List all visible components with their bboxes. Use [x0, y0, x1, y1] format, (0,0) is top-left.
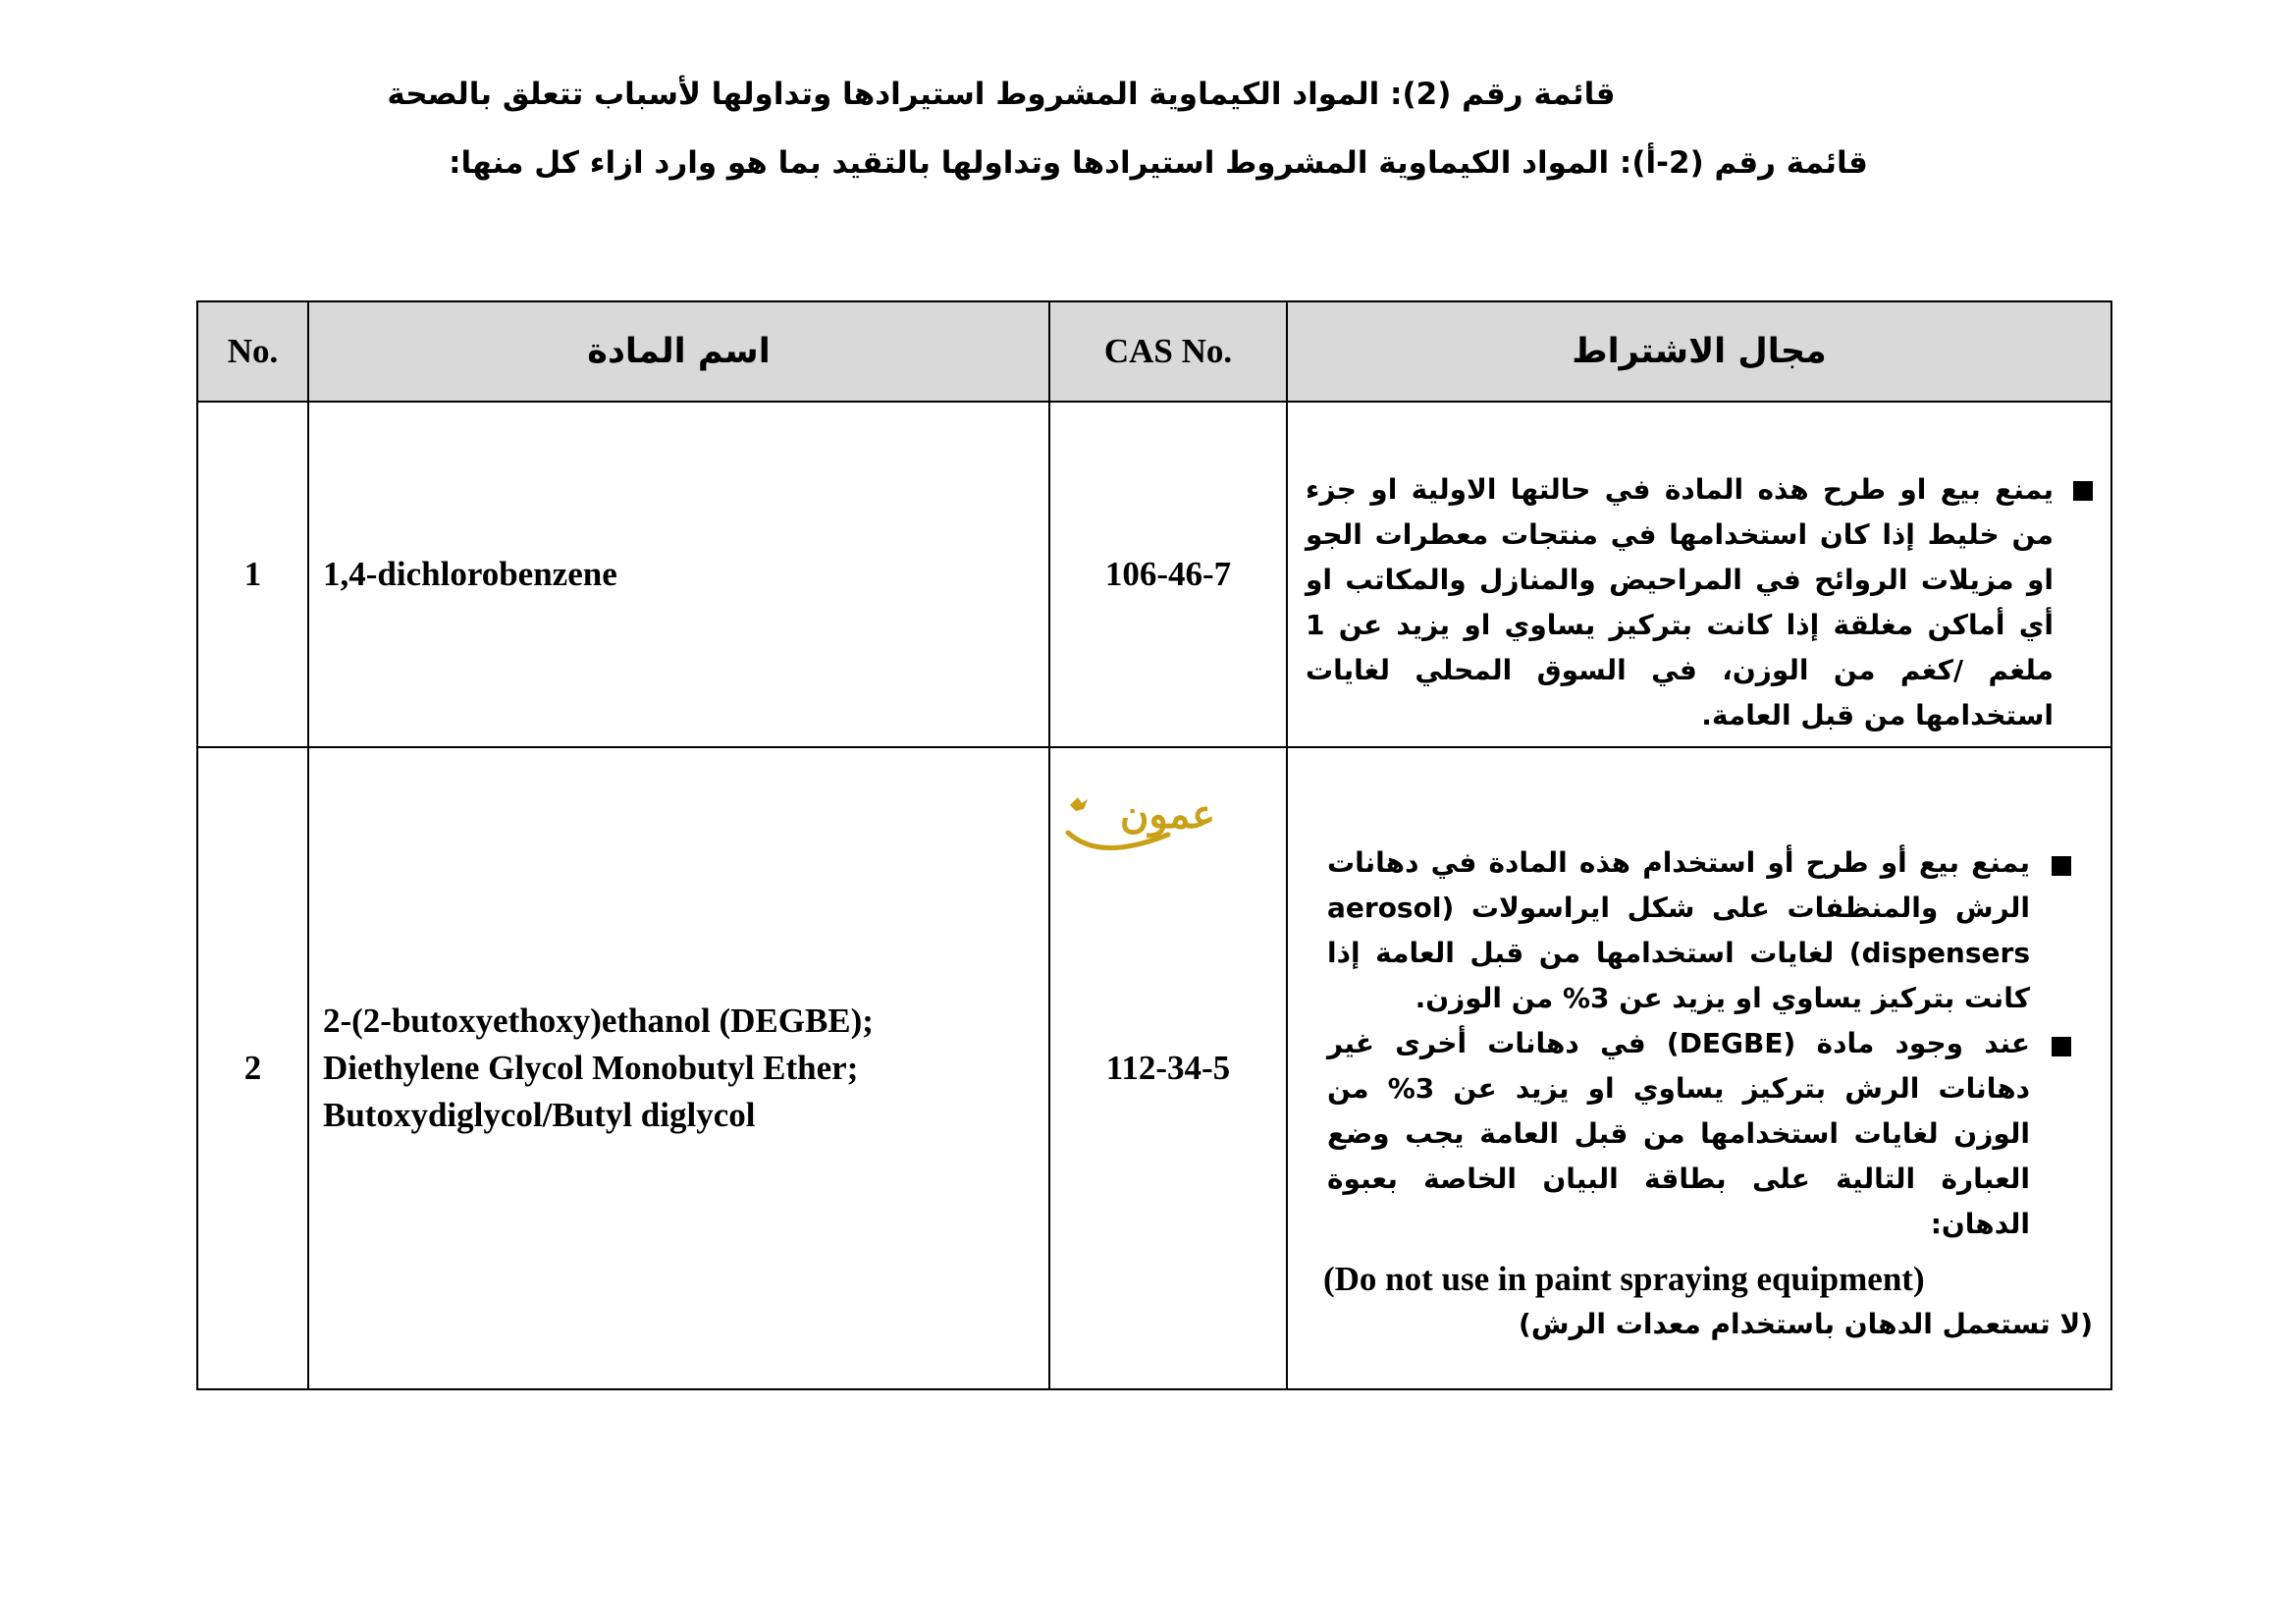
condition-bullet [1288, 840, 2110, 1021]
square-bullet-icon [2073, 481, 2093, 501]
table-row [197, 402, 2111, 747]
square-bullet-icon [2052, 856, 2071, 876]
condition-bullet [1288, 467, 2110, 738]
condition-text: يمنع بيع أو طرح أو استخدام هذه المادة في دهانات الرش والمنظفات على شكل ايراسولات (aerosol dispensers) لغايات استخدامها من قبل العامة إذا كانت بتركيز يساوي او يزيد عن 3% من الوزن. [1327, 846, 2030, 1014]
header-no: No. [197, 301, 308, 402]
condition-cell [1287, 747, 2111, 1389]
substance-name-line: Butoxydiglycol/Butyl diglycol [323, 1096, 756, 1134]
warning-arabic: (لا تستعمل الدهان باستخدام معدات الرش) [1519, 1308, 2093, 1340]
substance-name-line: Diethylene Glycol Monobutyl Ether; [323, 1049, 859, 1087]
page-subtitle: قائمة رقم (2-أ): المواد الكيماوية المشروط استيرادها وتداولها بالتقيد بما هو وارد ازاء كل منها: [449, 145, 1868, 181]
condition-cell [1287, 402, 2111, 747]
table-row [197, 747, 2111, 1389]
chemicals-table [196, 300, 2112, 1390]
header-condition: مجال الاشتراط [1287, 301, 2111, 402]
table-header-row [197, 301, 2111, 402]
cas-number-text: 112-34-5 [1105, 1049, 1231, 1087]
square-bullet-icon [2052, 1037, 2071, 1056]
row-number: 2 [197, 747, 308, 1389]
substance-name [308, 747, 1049, 1389]
row-number: 1 [197, 402, 308, 747]
cas-number: 106-46-7 [1049, 402, 1287, 747]
cas-number [1049, 747, 1287, 1389]
substance-name [308, 402, 1049, 747]
substance-name-line: 2-(2-butoxyethoxy)ethanol (DEGBE); [323, 1001, 874, 1040]
ammon-watermark-logo [1060, 784, 1256, 862]
warning-english: (Do not use in paint spraying equipment) [1323, 1260, 1925, 1298]
condition-text: يمنع بيع او طرح هذه المادة في حالتها الاولية او جزء من خليط إذا كان استخدامها في منتجات معطرات الجو او مزيلات الروائح في المراحيض والمنازل والمكاتب او أي أماكن مغلقة إذا كانت بتركيز يساوي او يزيد عن 1 ملغم /كغم من الوزن، في السوق المحلي لغايات استخدامها من قبل العامة. [1306, 473, 2054, 731]
condition-bullet [1288, 1021, 2110, 1247]
watermark-text: عمون [1119, 791, 1215, 838]
substance-name-line: 1,4-dichlorobenzene [323, 555, 617, 593]
condition-text: عند وجود مادة (DEGBE) في دهانات أخرى غير دهانات الرش بتركيز يساوي او يزيد عن 3% من الوزن لغايات استخدامها من قبل العامة يجب وضع العبارة التالية على بطاقة البيان الخاصة بعبوة الدهان: [1327, 1027, 2030, 1240]
header-substance-name: اسم المادة [308, 301, 1049, 402]
header-cas-no: CAS No. [1049, 301, 1287, 402]
page-title: قائمة رقم (2): المواد الكيماوية المشروط استيرادها وتداولها لأسباب تتعلق بالصحة [387, 77, 1616, 112]
